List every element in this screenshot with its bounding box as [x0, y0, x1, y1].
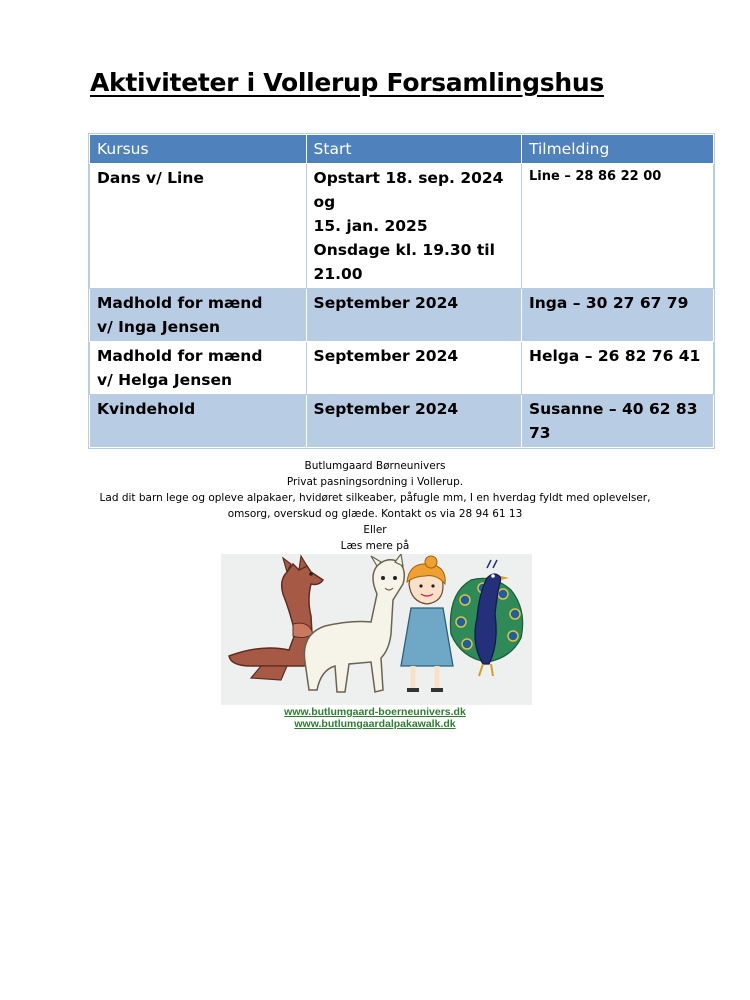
signup-cell: Susanne – 40 62 83 73	[521, 395, 713, 448]
table-row	[90, 395, 714, 448]
table-row	[90, 289, 714, 342]
boerneunivers-link[interactable]: www.butlumgaard-boerneunivers.dk	[284, 706, 466, 718]
activities-table	[89, 134, 714, 448]
website-links	[200, 706, 550, 730]
page-title: Aktiviteter i Vollerup Forsamlingshus	[90, 68, 604, 97]
course-cell: Dans v/ Line	[90, 164, 307, 289]
alpakawalk-link[interactable]: www.butlumgaardalpakawalk.dk	[294, 718, 456, 730]
table-row	[90, 164, 714, 289]
ad-read-more: Læs mere på	[340, 540, 410, 552]
ad-company-name: Butlumgaard Børneunivers	[304, 460, 446, 472]
ad-description: Lad dit barn lege og opleve alpakaer, hvidøret silkeaber, påfugle mm, I en hverdag fyldt med oplevelser,	[99, 492, 651, 504]
advertisement-text	[80, 458, 670, 554]
ad-tagline: Privat pasningsordning i Vollerup.	[286, 476, 464, 488]
start-cell: September 2024	[306, 342, 521, 395]
signup-cell: Inga – 30 27 67 79	[521, 289, 713, 342]
header-course: Kursus	[90, 135, 307, 164]
header-start: Start	[306, 135, 521, 164]
girl-icon	[401, 556, 453, 690]
ad-contact: omsorg, overskud og glæde. Kontakt os via 28 94 61 13	[227, 508, 523, 520]
start-cell: Opstart 18. sep. 2024 og 15. jan. 2025 Onsdage kl. 19.30 til 21.00	[306, 164, 521, 289]
course-cell: Madhold for mænd v/ Helga Jensen	[90, 342, 307, 395]
table-row	[90, 342, 714, 395]
peacock-icon	[450, 560, 522, 676]
ad-or: Eller	[363, 524, 387, 536]
signup-cell: Helga – 26 82 76 41	[521, 342, 713, 395]
course-cell: Madhold for mænd v/ Inga Jensen	[90, 289, 307, 342]
course-cell: Kvindehold	[90, 395, 307, 448]
table-header-row	[90, 135, 714, 164]
alpaca-icon	[304, 554, 404, 692]
signup-cell: Line – 28 86 22 00	[521, 164, 713, 289]
start-cell: September 2024	[306, 289, 521, 342]
animals-illustration	[221, 554, 532, 705]
start-cell: September 2024	[306, 395, 521, 448]
header-signup: Tilmelding	[521, 135, 713, 164]
